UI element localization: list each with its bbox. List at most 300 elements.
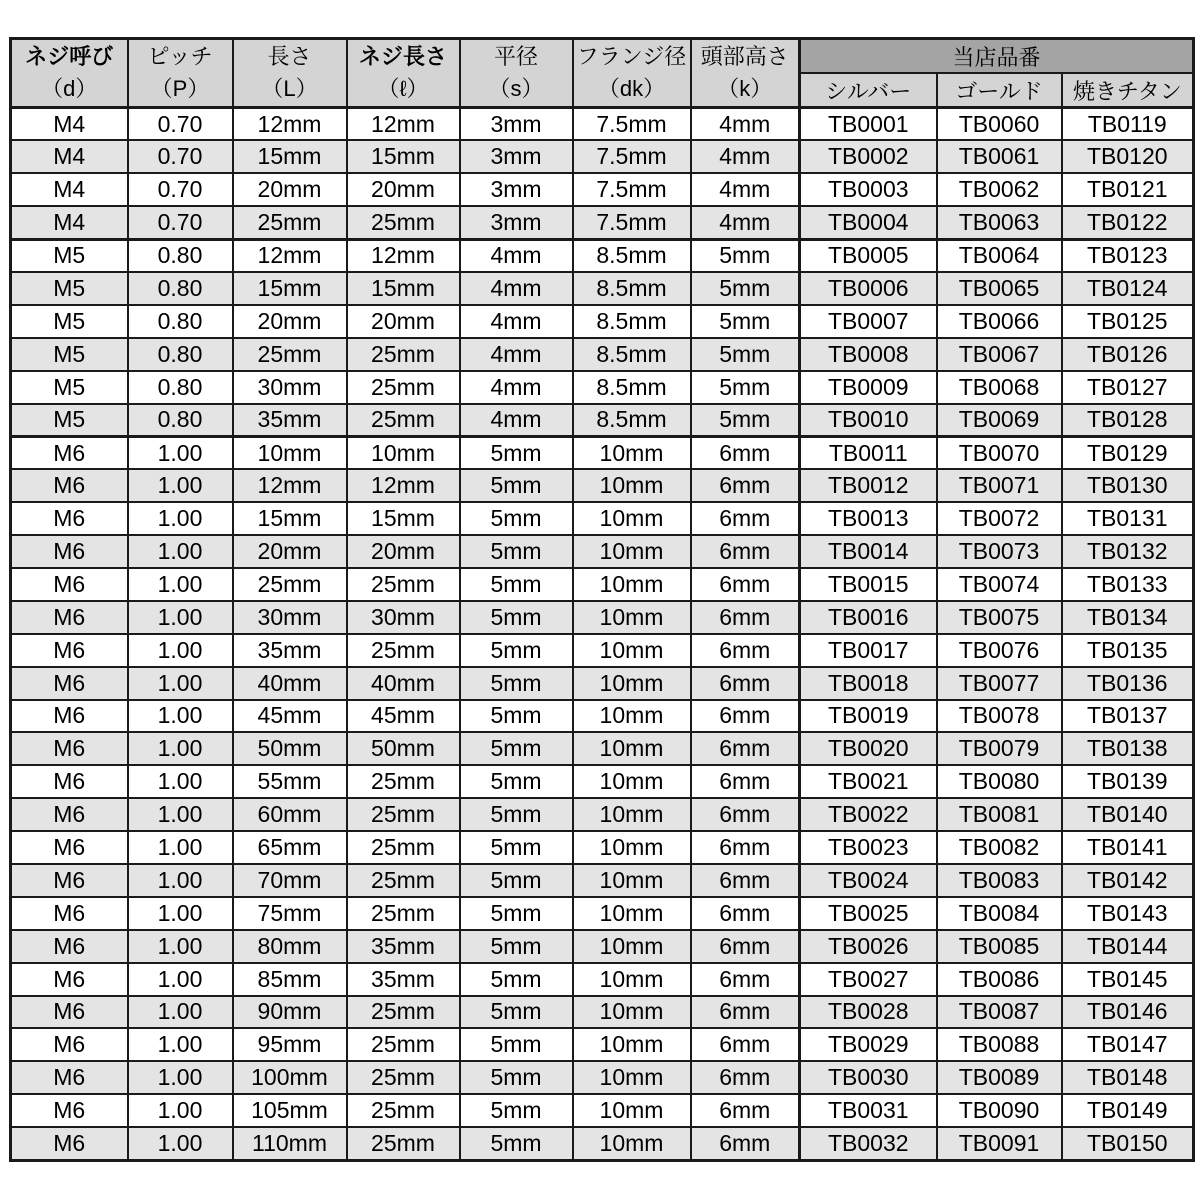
cell: TB0132 bbox=[1062, 535, 1194, 568]
cell: TB0142 bbox=[1062, 864, 1194, 897]
cell: 8.5mm bbox=[573, 239, 691, 272]
table-row bbox=[11, 1094, 1194, 1127]
table-row bbox=[11, 108, 1194, 141]
cell: 4mm bbox=[691, 206, 800, 239]
cell: M5 bbox=[11, 371, 128, 404]
cell: 10mm bbox=[573, 897, 691, 930]
cell: 6mm bbox=[691, 732, 800, 765]
cell: TB0089 bbox=[937, 1061, 1062, 1094]
table-row bbox=[11, 963, 1194, 996]
cell: 4mm bbox=[460, 338, 573, 371]
cell: TB0062 bbox=[937, 173, 1062, 206]
col-header-symbol: （dk） bbox=[597, 76, 666, 101]
cell: 1.00 bbox=[128, 535, 233, 568]
table-row bbox=[11, 206, 1194, 239]
cell: M6 bbox=[11, 930, 128, 963]
cell: 10mm bbox=[573, 436, 691, 469]
cell: 85mm bbox=[233, 963, 347, 996]
cell: 4mm bbox=[691, 140, 800, 173]
cell: 25mm bbox=[347, 1094, 460, 1127]
cell: 4mm bbox=[460, 239, 573, 272]
cell: 10mm bbox=[573, 535, 691, 568]
col-header-1 bbox=[11, 39, 128, 108]
cell: TB0001 bbox=[800, 108, 937, 141]
cell: TB0080 bbox=[937, 765, 1062, 798]
cell: TB0075 bbox=[937, 601, 1062, 634]
cell: 6mm bbox=[691, 601, 800, 634]
cell: 1.00 bbox=[128, 897, 233, 930]
cell: 5mm bbox=[460, 930, 573, 963]
cell: M5 bbox=[11, 239, 128, 272]
cell: TB0074 bbox=[937, 568, 1062, 601]
table-row bbox=[11, 1028, 1194, 1061]
cell: TB0147 bbox=[1062, 1028, 1194, 1061]
col-header-symbol: （d） bbox=[41, 76, 98, 101]
cell: 1.00 bbox=[128, 700, 233, 733]
cell: 10mm bbox=[573, 1127, 691, 1160]
cell: TB0060 bbox=[937, 108, 1062, 141]
cell: 25mm bbox=[347, 371, 460, 404]
cell: 5mm bbox=[460, 1127, 573, 1160]
col-header-label: ネジ長さ bbox=[358, 44, 447, 69]
cell: 10mm bbox=[573, 1028, 691, 1061]
cell: TB0073 bbox=[937, 535, 1062, 568]
cell: 25mm bbox=[347, 1127, 460, 1160]
cell: 4mm bbox=[460, 305, 573, 338]
cell: 10mm bbox=[573, 1061, 691, 1094]
cell: TB0017 bbox=[800, 634, 937, 667]
cell: 6mm bbox=[691, 996, 800, 1029]
cell: 0.80 bbox=[128, 404, 233, 437]
col-header-symbol: （k） bbox=[717, 76, 773, 101]
cell: 1.00 bbox=[128, 831, 233, 864]
cell: TB0061 bbox=[937, 140, 1062, 173]
cell: 105mm bbox=[233, 1094, 347, 1127]
cell: 6mm bbox=[691, 864, 800, 897]
cell: TB0085 bbox=[937, 930, 1062, 963]
cell: 6mm bbox=[691, 1028, 800, 1061]
cell: M6 bbox=[11, 436, 128, 469]
table-row bbox=[11, 831, 1194, 864]
cell: 10mm bbox=[573, 700, 691, 733]
cell: 3mm bbox=[460, 108, 573, 141]
table-row bbox=[11, 897, 1194, 930]
table-header bbox=[11, 39, 1194, 108]
table-row bbox=[11, 601, 1194, 634]
cell: TB0009 bbox=[800, 371, 937, 404]
cell: TB0021 bbox=[800, 765, 937, 798]
cell: TB0030 bbox=[800, 1061, 937, 1094]
cell: TB0002 bbox=[800, 140, 937, 173]
cell: TB0072 bbox=[937, 502, 1062, 535]
cell: TB0128 bbox=[1062, 404, 1194, 437]
cell: 1.00 bbox=[128, 667, 233, 700]
cell: 6mm bbox=[691, 700, 800, 733]
cell: TB0140 bbox=[1062, 798, 1194, 831]
cell: 1.00 bbox=[128, 963, 233, 996]
cell: 10mm bbox=[573, 831, 691, 864]
col-header-symbol: （ℓ） bbox=[377, 76, 429, 101]
cell: 5mm bbox=[460, 732, 573, 765]
cell: TB0135 bbox=[1062, 634, 1194, 667]
cell: M4 bbox=[11, 108, 128, 141]
cell: 6mm bbox=[691, 667, 800, 700]
cell: TB0087 bbox=[937, 996, 1062, 1029]
cell: 12mm bbox=[233, 239, 347, 272]
cell: 7.5mm bbox=[573, 140, 691, 173]
cell: TB0068 bbox=[937, 371, 1062, 404]
cell: 55mm bbox=[233, 765, 347, 798]
cell: 35mm bbox=[233, 404, 347, 437]
cell: 5mm bbox=[460, 831, 573, 864]
cell: TB0018 bbox=[800, 667, 937, 700]
cell: TB0149 bbox=[1062, 1094, 1194, 1127]
cell: TB0019 bbox=[800, 700, 937, 733]
cell: TB0150 bbox=[1062, 1127, 1194, 1160]
cell: 3mm bbox=[460, 206, 573, 239]
cell: 4mm bbox=[460, 371, 573, 404]
cell: 8.5mm bbox=[573, 371, 691, 404]
cell: 25mm bbox=[347, 1061, 460, 1094]
cell: 0.70 bbox=[128, 173, 233, 206]
cell: M6 bbox=[11, 601, 128, 634]
cell: 6mm bbox=[691, 436, 800, 469]
cell: M6 bbox=[11, 864, 128, 897]
cell: TB0012 bbox=[800, 469, 937, 502]
cell: 6mm bbox=[691, 831, 800, 864]
cell: 8.5mm bbox=[573, 305, 691, 338]
cell: M6 bbox=[11, 1028, 128, 1061]
cell: TB0124 bbox=[1062, 272, 1194, 305]
cell: M5 bbox=[11, 305, 128, 338]
col-header-symbol: （P） bbox=[150, 76, 210, 101]
table-row bbox=[11, 502, 1194, 535]
table-row bbox=[11, 173, 1194, 206]
cell: 12mm bbox=[347, 469, 460, 502]
cell: 1.00 bbox=[128, 469, 233, 502]
cell: 25mm bbox=[347, 568, 460, 601]
cell: 5mm bbox=[460, 502, 573, 535]
cell: 4mm bbox=[460, 272, 573, 305]
table-row bbox=[11, 568, 1194, 601]
cell: 12mm bbox=[233, 108, 347, 141]
cell: M6 bbox=[11, 1094, 128, 1127]
cell: 10mm bbox=[573, 634, 691, 667]
table-row bbox=[11, 239, 1194, 272]
cell: M5 bbox=[11, 272, 128, 305]
cell: 0.70 bbox=[128, 108, 233, 141]
cell: 80mm bbox=[233, 930, 347, 963]
col-header-label: フランジ径 bbox=[576, 44, 687, 69]
cell: TB0088 bbox=[937, 1028, 1062, 1061]
cell: 8.5mm bbox=[573, 272, 691, 305]
cell: M6 bbox=[11, 732, 128, 765]
col-header-symbol: （L） bbox=[261, 76, 318, 101]
cell: 100mm bbox=[233, 1061, 347, 1094]
cell: 5mm bbox=[691, 404, 800, 437]
cell: M6 bbox=[11, 765, 128, 798]
cell: 6mm bbox=[691, 502, 800, 535]
cell: 10mm bbox=[573, 996, 691, 1029]
cell: 95mm bbox=[233, 1028, 347, 1061]
cell: TB0067 bbox=[937, 338, 1062, 371]
cell: 1.00 bbox=[128, 1127, 233, 1160]
table-row bbox=[11, 305, 1194, 338]
cell: TB0069 bbox=[937, 404, 1062, 437]
cell: 5mm bbox=[460, 1094, 573, 1127]
cell: 70mm bbox=[233, 864, 347, 897]
cell: M4 bbox=[11, 173, 128, 206]
cell: TB0127 bbox=[1062, 371, 1194, 404]
cell: 10mm bbox=[347, 436, 460, 469]
cell: 0.80 bbox=[128, 239, 233, 272]
cell: TB0010 bbox=[800, 404, 937, 437]
product-number-group-header: 当店品番 bbox=[800, 39, 1194, 74]
cell: 12mm bbox=[347, 108, 460, 141]
cell: M6 bbox=[11, 897, 128, 930]
cell: 8.5mm bbox=[573, 404, 691, 437]
cell: M6 bbox=[11, 700, 128, 733]
cell: TB0007 bbox=[800, 305, 937, 338]
table-row bbox=[11, 371, 1194, 404]
cell: 25mm bbox=[233, 568, 347, 601]
cell: M4 bbox=[11, 206, 128, 239]
cell: 65mm bbox=[233, 831, 347, 864]
cell: TB0015 bbox=[800, 568, 937, 601]
cell: 1.00 bbox=[128, 864, 233, 897]
cell: 30mm bbox=[233, 371, 347, 404]
cell: TB0146 bbox=[1062, 996, 1194, 1029]
cell: 1.00 bbox=[128, 1061, 233, 1094]
cell: M6 bbox=[11, 535, 128, 568]
cell: TB0120 bbox=[1062, 140, 1194, 173]
cell: 4mm bbox=[691, 173, 800, 206]
cell: 35mm bbox=[347, 963, 460, 996]
cell: 25mm bbox=[347, 864, 460, 897]
cell: 4mm bbox=[460, 404, 573, 437]
cell: M5 bbox=[11, 338, 128, 371]
cell: 5mm bbox=[460, 996, 573, 1029]
cell: 15mm bbox=[233, 140, 347, 173]
cell: 12mm bbox=[233, 469, 347, 502]
cell: TB0091 bbox=[937, 1127, 1062, 1160]
cell: M6 bbox=[11, 502, 128, 535]
cell: TB0029 bbox=[800, 1028, 937, 1061]
cell: 35mm bbox=[347, 930, 460, 963]
cell: 10mm bbox=[573, 765, 691, 798]
cell: 3mm bbox=[460, 173, 573, 206]
cell: 5mm bbox=[460, 897, 573, 930]
cell: TB0082 bbox=[937, 831, 1062, 864]
header-row-1 bbox=[11, 39, 1194, 74]
cell: TB0148 bbox=[1062, 1061, 1194, 1094]
cell: 3mm bbox=[460, 140, 573, 173]
table-row bbox=[11, 667, 1194, 700]
col-header-symbol: （s） bbox=[488, 76, 544, 101]
col-header-7 bbox=[691, 39, 800, 108]
col-header-5 bbox=[460, 39, 573, 108]
cell: 20mm bbox=[347, 305, 460, 338]
cell: 5mm bbox=[460, 765, 573, 798]
cell: 40mm bbox=[233, 667, 347, 700]
cell: 5mm bbox=[460, 1028, 573, 1061]
cell: 75mm bbox=[233, 897, 347, 930]
cell: 6mm bbox=[691, 469, 800, 502]
col-header-label: 頭部高さ bbox=[700, 44, 789, 69]
cell: TB0027 bbox=[800, 963, 937, 996]
cell: TB0023 bbox=[800, 831, 937, 864]
cell: TB0008 bbox=[800, 338, 937, 371]
cell: 40mm bbox=[347, 667, 460, 700]
table-row bbox=[11, 798, 1194, 831]
table-row bbox=[11, 634, 1194, 667]
cell: 25mm bbox=[347, 404, 460, 437]
cell: 5mm bbox=[691, 305, 800, 338]
cell: TB0032 bbox=[800, 1127, 937, 1160]
cell: 10mm bbox=[573, 1094, 691, 1127]
cell: 5mm bbox=[691, 272, 800, 305]
screw-spec-table bbox=[9, 37, 1195, 1162]
cell: 50mm bbox=[233, 732, 347, 765]
cell: 110mm bbox=[233, 1127, 347, 1160]
table-row bbox=[11, 700, 1194, 733]
cell: TB0143 bbox=[1062, 897, 1194, 930]
cell: M6 bbox=[11, 634, 128, 667]
cell: 5mm bbox=[691, 371, 800, 404]
cell: 0.70 bbox=[128, 140, 233, 173]
cell: 30mm bbox=[233, 601, 347, 634]
cell: M5 bbox=[11, 404, 128, 437]
cell: TB0011 bbox=[800, 436, 937, 469]
cell: 20mm bbox=[347, 535, 460, 568]
table-body bbox=[11, 108, 1194, 1161]
cell: 6mm bbox=[691, 765, 800, 798]
cell: 25mm bbox=[233, 338, 347, 371]
cell: 1.00 bbox=[128, 1094, 233, 1127]
cell: TB0139 bbox=[1062, 765, 1194, 798]
cell: M6 bbox=[11, 831, 128, 864]
cell: TB0071 bbox=[937, 469, 1062, 502]
cell: TB0134 bbox=[1062, 601, 1194, 634]
cell: TB0004 bbox=[800, 206, 937, 239]
col-header-label: 長さ bbox=[267, 44, 312, 69]
table-row bbox=[11, 535, 1194, 568]
table-row bbox=[11, 864, 1194, 897]
cell: 5mm bbox=[460, 700, 573, 733]
cell: 0.80 bbox=[128, 305, 233, 338]
cell: 5mm bbox=[460, 1061, 573, 1094]
cell: TB0013 bbox=[800, 502, 937, 535]
cell: M6 bbox=[11, 996, 128, 1029]
cell: 6mm bbox=[691, 930, 800, 963]
cell: 25mm bbox=[347, 338, 460, 371]
cell: 5mm bbox=[460, 963, 573, 996]
cell: 5mm bbox=[691, 239, 800, 272]
cell: TB0020 bbox=[800, 732, 937, 765]
cell: TB0022 bbox=[800, 798, 937, 831]
cell: 10mm bbox=[573, 568, 691, 601]
cell: 6mm bbox=[691, 634, 800, 667]
cell: TB0145 bbox=[1062, 963, 1194, 996]
cell: 7.5mm bbox=[573, 108, 691, 141]
cell: TB0005 bbox=[800, 239, 937, 272]
table-row bbox=[11, 436, 1194, 469]
cell: 1.00 bbox=[128, 798, 233, 831]
product-col-header-1: シルバー bbox=[800, 73, 937, 108]
cell: TB0031 bbox=[800, 1094, 937, 1127]
col-header-label: 平径 bbox=[493, 44, 538, 69]
cell: M6 bbox=[11, 568, 128, 601]
cell: 5mm bbox=[460, 667, 573, 700]
product-col-header-2: ゴールド bbox=[937, 73, 1062, 108]
cell: TB0137 bbox=[1062, 700, 1194, 733]
cell: TB0130 bbox=[1062, 469, 1194, 502]
cell: TB0028 bbox=[800, 996, 937, 1029]
cell: TB0065 bbox=[937, 272, 1062, 305]
cell: M6 bbox=[11, 1127, 128, 1160]
cell: TB0126 bbox=[1062, 338, 1194, 371]
cell: 25mm bbox=[347, 798, 460, 831]
product-col-header-3: 焼きチタン bbox=[1062, 73, 1194, 108]
cell: 25mm bbox=[347, 831, 460, 864]
cell: TB0063 bbox=[937, 206, 1062, 239]
cell: TB0125 bbox=[1062, 305, 1194, 338]
cell: 10mm bbox=[573, 732, 691, 765]
cell: TB0090 bbox=[937, 1094, 1062, 1127]
cell: 1.00 bbox=[128, 765, 233, 798]
cell: TB0129 bbox=[1062, 436, 1194, 469]
cell: 1.00 bbox=[128, 568, 233, 601]
cell: 5mm bbox=[460, 469, 573, 502]
cell: TB0123 bbox=[1062, 239, 1194, 272]
cell: 0.80 bbox=[128, 338, 233, 371]
cell: 20mm bbox=[233, 173, 347, 206]
cell: 10mm bbox=[573, 469, 691, 502]
cell: 35mm bbox=[233, 634, 347, 667]
cell: 1.00 bbox=[128, 1028, 233, 1061]
cell: M6 bbox=[11, 798, 128, 831]
cell: 10mm bbox=[573, 963, 691, 996]
cell: 1.00 bbox=[128, 601, 233, 634]
cell: TB0121 bbox=[1062, 173, 1194, 206]
cell: M6 bbox=[11, 1061, 128, 1094]
cell: 90mm bbox=[233, 996, 347, 1029]
cell: 25mm bbox=[347, 765, 460, 798]
cell: 10mm bbox=[573, 864, 691, 897]
table-row bbox=[11, 1127, 1194, 1160]
cell: TB0070 bbox=[937, 436, 1062, 469]
cell: 5mm bbox=[460, 535, 573, 568]
col-header-3 bbox=[233, 39, 347, 108]
cell: M6 bbox=[11, 469, 128, 502]
table-row bbox=[11, 404, 1194, 437]
cell: TB0138 bbox=[1062, 732, 1194, 765]
cell: M6 bbox=[11, 667, 128, 700]
cell: 7.5mm bbox=[573, 173, 691, 206]
cell: 6mm bbox=[691, 568, 800, 601]
table-row bbox=[11, 996, 1194, 1029]
cell: 10mm bbox=[233, 436, 347, 469]
table-row bbox=[11, 732, 1194, 765]
cell: 15mm bbox=[233, 502, 347, 535]
cell: TB0133 bbox=[1062, 568, 1194, 601]
cell: 6mm bbox=[691, 1094, 800, 1127]
table-row bbox=[11, 140, 1194, 173]
cell: 6mm bbox=[691, 1127, 800, 1160]
cell: TB0083 bbox=[937, 864, 1062, 897]
cell: TB0081 bbox=[937, 798, 1062, 831]
cell: 0.70 bbox=[128, 206, 233, 239]
